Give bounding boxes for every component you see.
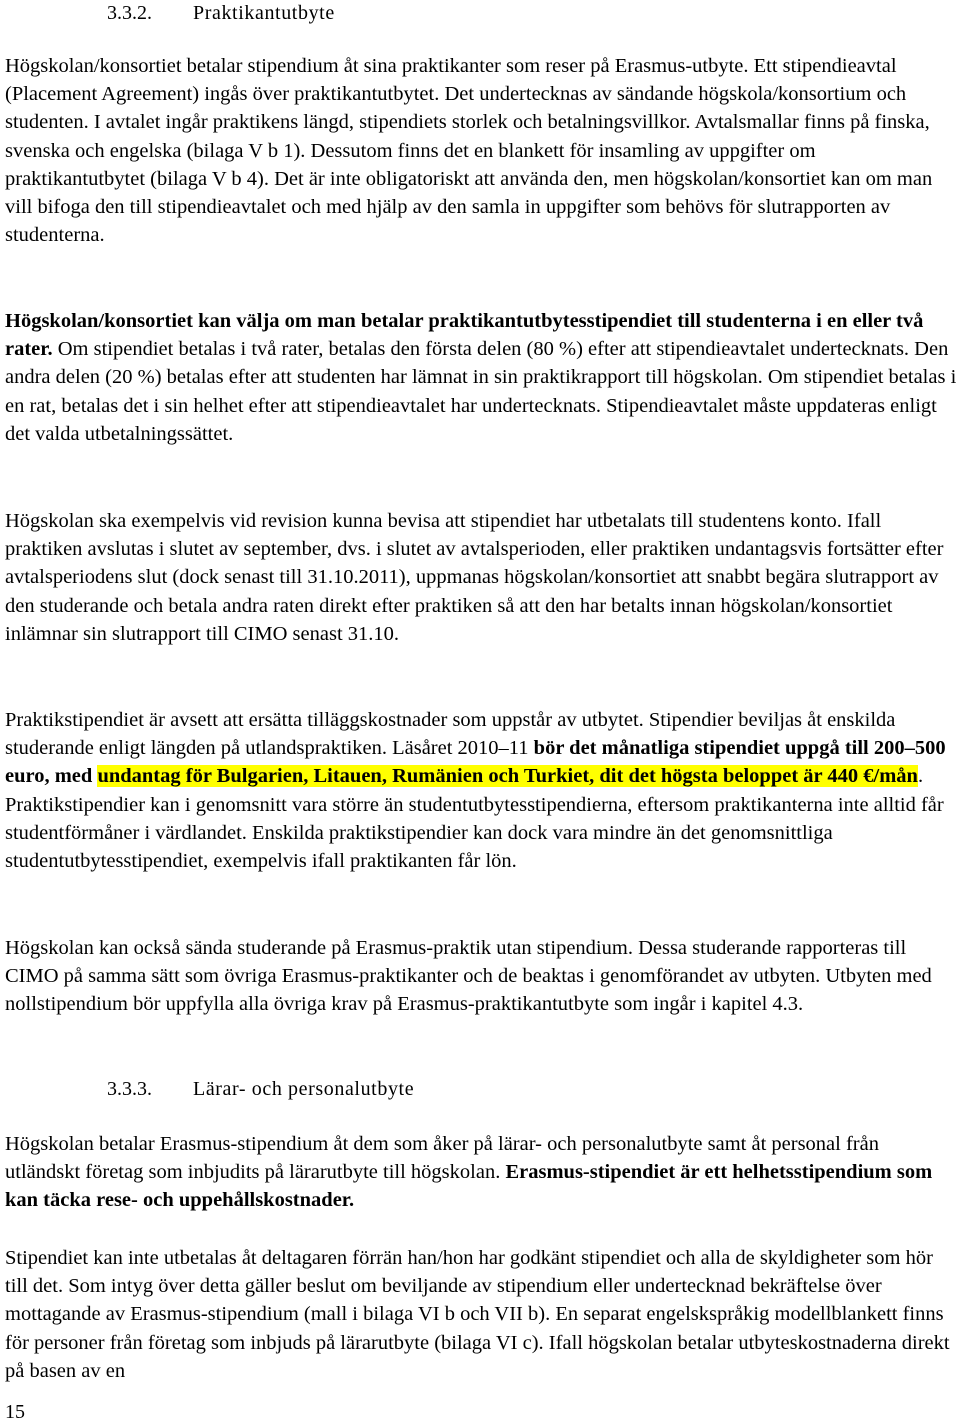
paragraph-staff-exchange-stipend: [5, 1130, 957, 1215]
section-heading-3-3-3: [107, 1077, 414, 1101]
paragraph-revision-proof: [5, 507, 957, 648]
paragraph-payment-installments: [5, 307, 957, 448]
paragraph-text: Högskolan betalar Erasmus-stipendium åt dem som åker på lärar- och personalutbyte samt åt personal från utländskt företag som inbjudits på lärarutbyte till högskolan.: [5, 1133, 879, 1184]
paragraph-stipend-payment-conditions: [5, 1244, 957, 1385]
paragraph-text: Högskolan kan också sända studerande på Erasmus-praktik utan stipendium. Dessa studerande rapporteras till CIMO på samma sätt som övriga Erasmus-praktikanter och de beaktas i genomförandet av utbyten. Utbyten med nollstipendium bör uppfylla alla övriga krav på Erasmus-praktikantutbyte som ingår i kapitel 4.3.: [5, 937, 932, 1016]
paragraph-zero-stipend: [5, 934, 957, 1019]
section-number: 3.3.3.: [107, 1078, 152, 1100]
section-title: Lärar- och personalutbyte: [193, 1078, 415, 1100]
section-title: Praktikantutbyte: [193, 2, 335, 24]
paragraph-bold-text: Erasmus-stipendiet är ett helhetsstipendium som kan täcka rese- och uppehållskostnader.: [5, 1161, 933, 1212]
page-number: 15: [5, 1401, 25, 1423]
paragraph-bold-text: Högskolan/konsortiet kan välja om man betalar praktikantutbytesstipendiet till studenterna i en eller två rater.: [5, 310, 924, 361]
paragraph-text: . Praktikstipendier kan i genomsnitt vara större än studentutbytesstipendierna, eftersom praktikanterna inte alltid får studentförmåner i värdlandet. Enskilda praktikstipendier kan dock vara mindre än det genomsnittliga studentutbytesstipendiet, exempelvis ifall praktikanten får lön.: [5, 765, 944, 873]
section-heading-3-3-2: [107, 1, 335, 25]
highlighted-exception-text: undantag för Bulgarien, Litauen, Rumänien och Turkiet, dit det högsta beloppet är 440 €/mån: [97, 765, 918, 788]
paragraph-bold-text: bör det månatliga stipendiet uppgå till 200–500 euro, med: [5, 737, 946, 788]
paragraph-text: Högskolan/konsortiet betalar stipendium åt sina praktikanter som reser på Erasmus-utbyte. Ett stipendieavtal (Placement Agreement) ingås över praktikantutbytet. Det undertecknas av sändande högskola/konsortium och studenten. I avtalet ingår praktikens längd, stipendiets storlek och betalningsvillkor. Avtalsmallar finns på finska, svenska och engelska (bilaga V b 1). Dessutom finns det en blankett för insamling av uppgifter om praktikantutbytet (bilaga V b 4). Det är inte obligatoriskt att använda den, men högskolan/konsortiet kan om man vill bifoga den till stipendieavtalet och med hjälp av den samla in uppgifter som behövs för slutrapporten av studenterna.: [5, 55, 933, 247]
paragraph-placement-agreement: [5, 52, 957, 249]
paragraph-text: Om stipendiet betalas i två rater, betalas den första delen (80 %) efter att stipendieavtalet undertecknats. Den andra delen (20 %) betalas efter att studenten har lämnat in sin praktikrapport till högskolan. Om stipendiet betalas i en rat, betalas det i sin helhet efter att stipendieavtalet har undertecknats. Stipendieavtalet måste uppdateras enligt det valda utbetalningssättet.: [5, 338, 957, 445]
paragraph-text: Högskolan ska exempelvis vid revision kunna bevisa att stipendiet har utbetalats till studentens konto. Ifall praktiken avslutas i slutet av september, dvs. i slutet av avtalsperioden, eller praktiken undantagsvis fortsätter efter avtalsperiodens slut (dock senast till 31.10.2011), uppmanas högskolan/konsortiet att snabbt begära slutrapport av den studerande och betala andra raten direkt efter praktiken så att den har betalts innan högskolan/konsortiet inlämnar sin slutrapport till CIMO senast 31.10.: [5, 510, 944, 645]
paragraph-stipend-amount: [5, 706, 957, 875]
section-number: 3.3.2.: [107, 2, 152, 24]
paragraph-text: Stipendiet kan inte utbetalas åt deltagaren förrän han/hon har godkänt stipendiet och alla de skyldigheter som hör till det. Som intyg över detta gäller beslut om beviljande av stipendium eller undertecknad bekräftelse över mottagande av Erasmus-stipendium (mall i bilaga VI b och VII b). En separat engelskspråkig modellblankett finns för personer från företag som inbjuds på lärarutbyte (bilaga VI c). Ifall högskolan betalar utbyteskostnaderna direkt på basen av en: [5, 1247, 950, 1382]
paragraph-text: Praktikstipendiet är avsett att ersätta tilläggskostnader som uppstår av utbytet. Stipendier beviljas åt enskilda studerande enligt längden på utlandspraktiken. Läsåret 2010–11: [5, 709, 896, 760]
